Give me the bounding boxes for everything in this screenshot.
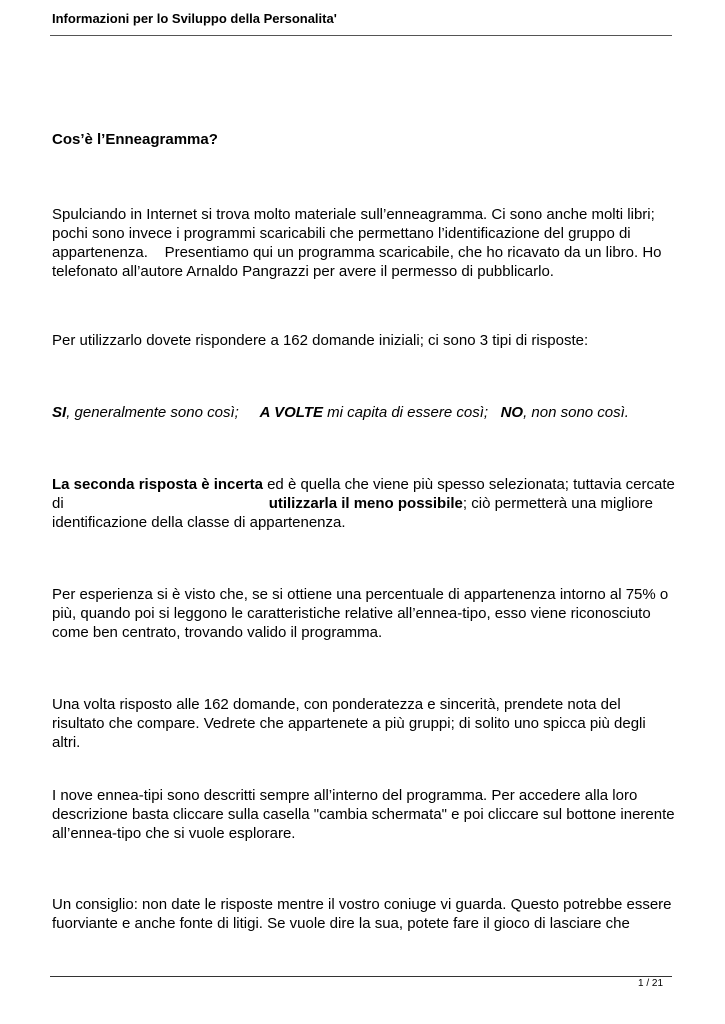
page-number: 1 / 21: [638, 978, 664, 989]
paragraph-ennea-types: I nove ennea-tipi sono descritti sempre all’interno del programma. Per accedere alla loro descrizione basta cliccare sulla casella "cambia schermata" e poi cliccare sul bottone inerente all’ennea-tipo che si vuole esplorare.: [52, 787, 675, 842]
answer-no-label: NO: [500, 404, 524, 421]
document-header-title: Informazioni per lo Sviluppo della Personalita': [52, 11, 337, 26]
paragraph-uncertain-answer: [52, 475, 677, 532]
paragraph-advice: Un consiglio: non date le risposte mentre il vostro coniuge vi guarda. Questo potrebbe essere fuorviante e anche fonte di litigi. Se vuole dire la sua, potete fare il gioco di lasciare che: [52, 896, 672, 932]
uncertain-bold-2: utilizzarla il meno possibile: [268, 495, 463, 512]
answer-si-label: SI: [52, 404, 67, 421]
paragraph-intro-part1: Spulciando in Internet si trova molto materiale sull’enneagramma. Ci sono anche molti libri; pochi sono invece i programmi scaricabili che permettano l’identificazione del gruppo di appartenenza.: [52, 206, 655, 261]
uncertain-text-1: ed è quella che viene più spesso selezionata; tuttavia cercate: [262, 476, 675, 493]
paragraph-instructions: Per utilizzarlo dovete rispondere a 162 domande iniziali; ci sono 3 tipi di risposte:: [52, 332, 589, 349]
paragraph-results: Una volta risposto alle 162 domande, con ponderatezza e sincerità, prendete nota del risultato che compare. Vedrete che appartenete a più gruppi; di solito uno spicca più degli altri.: [52, 696, 646, 751]
answer-avolte-label: A VOLTE: [259, 404, 323, 421]
uncertain-text-3: ; ciò permetterà una migliore: [462, 495, 653, 512]
article-title: Cos’è l’Enneagramma?: [52, 131, 218, 148]
answer-separator-1: [239, 404, 260, 421]
header-divider: [50, 35, 672, 36]
paragraph-experience: Per esperienza si è visto che, se si ottiene una percentuale di appartenenza intorno al 75% o più, quando poi si leggono le caratteristiche relative all’ennea-tipo, esso viene riconosciuto come ben centrato, trovando valido il programma.: [52, 586, 669, 641]
footer-divider: [50, 976, 672, 977]
uncertain-text-2: di: [52, 495, 64, 512]
answer-no-text: , non sono così.: [523, 404, 629, 421]
paragraph-intro: [52, 205, 677, 281]
answer-separator-2: [488, 404, 501, 421]
uncertain-bold-1: La seconda risposta è incerta: [52, 476, 263, 493]
answer-avolte-text: mi capita di essere così;: [322, 404, 489, 421]
uncertain-text-4: identificazione della classe di appartenenza.: [52, 514, 346, 531]
answer-options: [52, 403, 677, 422]
paragraph-intro-part2: Presentiamo qui un programma scaricabile, che ho ricavato da un libro. Ho telefonato all’autore Arnaldo Pangrazzi per avere il permesso di pubblicarlo.: [52, 244, 662, 280]
answer-si-text: , generalmente sono così;: [66, 404, 239, 421]
